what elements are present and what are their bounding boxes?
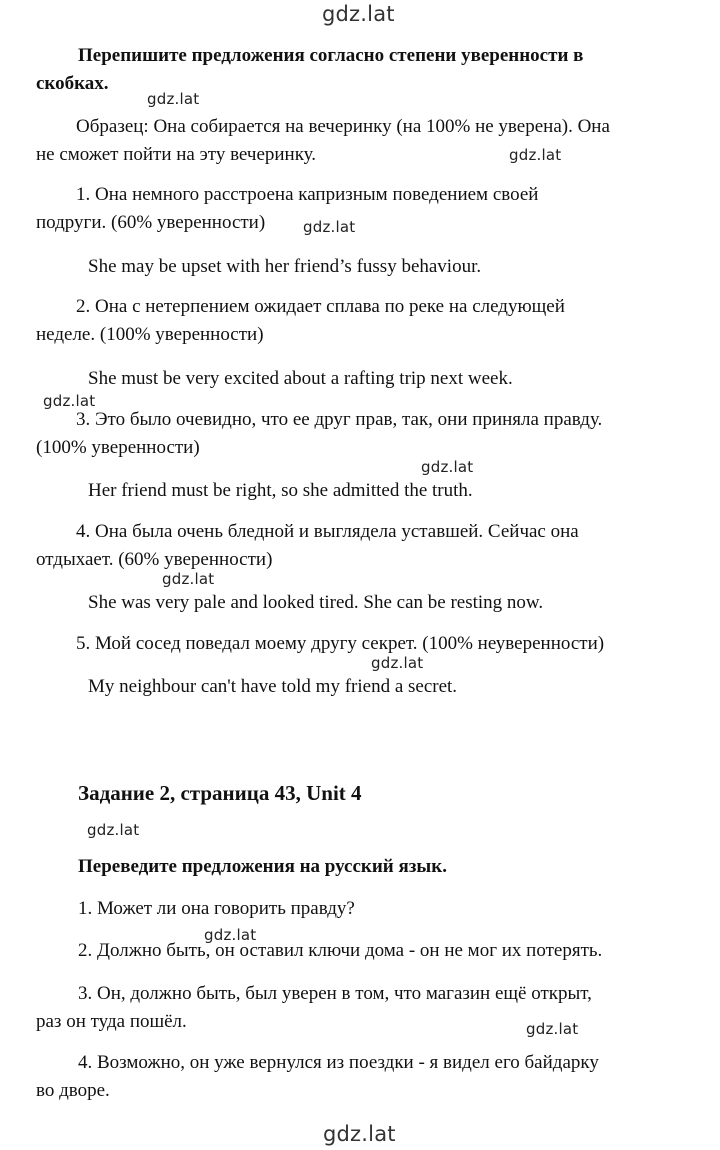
watermark: gdz.lat xyxy=(87,821,140,839)
watermark-bottom: gdz.lat xyxy=(323,1122,396,1146)
translation-item-line: во дворе. xyxy=(36,1080,110,1101)
watermark: gdz.lat xyxy=(162,570,215,588)
exercise-ru-line: отдыхает. (60% уверенности) xyxy=(36,549,273,570)
exercise-ru-line: 3. Это было очевидно, что ее друг прав, так, они приняла правду. xyxy=(76,409,603,430)
exercise-en-answer: She must be very excited about a rafting trip next week. xyxy=(88,368,513,389)
watermark: gdz.lat xyxy=(147,90,200,108)
example-line: Образец: Она собирается на вечеринку (на 100% не уверена). Она xyxy=(76,116,610,137)
watermark: gdz.lat xyxy=(509,146,562,164)
watermark: gdz.lat xyxy=(204,926,257,944)
watermark: gdz.lat xyxy=(526,1020,579,1038)
watermark: gdz.lat xyxy=(371,654,424,672)
translation-item: 2. Должно быть, он оставил ключи дома - он не мог их потерять. xyxy=(78,940,603,961)
instruction-line: Перепишите предложения согласно степени уверенности в xyxy=(78,45,584,66)
translation-item: 1. Может ли она говорить правду? xyxy=(78,898,355,919)
exercise-en-answer: She may be upset with her friend’s fussy behaviour. xyxy=(88,256,482,277)
translation-item: 4. Возможно, он уже вернулся из поездки - я видел его байдарку xyxy=(78,1052,599,1073)
exercise-ru-line: неделе. (100% уверенности) xyxy=(36,324,264,345)
instruction-line: Переведите предложения на русский язык. xyxy=(78,856,447,877)
exercise-ru-line: подруги. (60% уверенности) xyxy=(36,212,266,233)
exercise-ru-line: 1. Она немного расстроена капризным поведением своей xyxy=(76,184,539,205)
exercise-ru-line: 5. Мой сосед поведал моему другу секрет. (100% неуверенности) xyxy=(76,633,605,654)
watermark: gdz.lat xyxy=(421,458,474,476)
exercise-en-answer: My neighbour can't have told my friend a secret. xyxy=(88,676,458,697)
exercise-ru-line: 2. Она с нетерпением ожидает сплава по реке на следующей xyxy=(76,296,565,317)
exercise-ru-line: 4. Она была очень бледной и выглядела уставшей. Сейчас она xyxy=(76,521,579,542)
exercise-en-answer: She was very pale and looked tired. She can be resting now. xyxy=(88,592,544,613)
example-line: не сможет пойти на эту вечеринку. xyxy=(36,144,317,165)
exercise-en-answer: Her friend must be right, so she admitted the truth. xyxy=(88,480,473,501)
watermark-top: gdz.lat xyxy=(322,2,395,26)
watermark: gdz.lat xyxy=(43,392,96,410)
translation-item-line: раз он туда пошёл. xyxy=(36,1011,187,1032)
exercise-ru-line: (100% уверенности) xyxy=(36,437,200,458)
instruction-line: скобках. xyxy=(36,73,109,94)
translation-item: 3. Он, должно быть, был уверен в том, что магазин ещё открыт, xyxy=(78,983,592,1004)
section-heading: Задание 2, страница 43, Unit 4 xyxy=(78,781,362,805)
watermark: gdz.lat xyxy=(303,218,356,236)
